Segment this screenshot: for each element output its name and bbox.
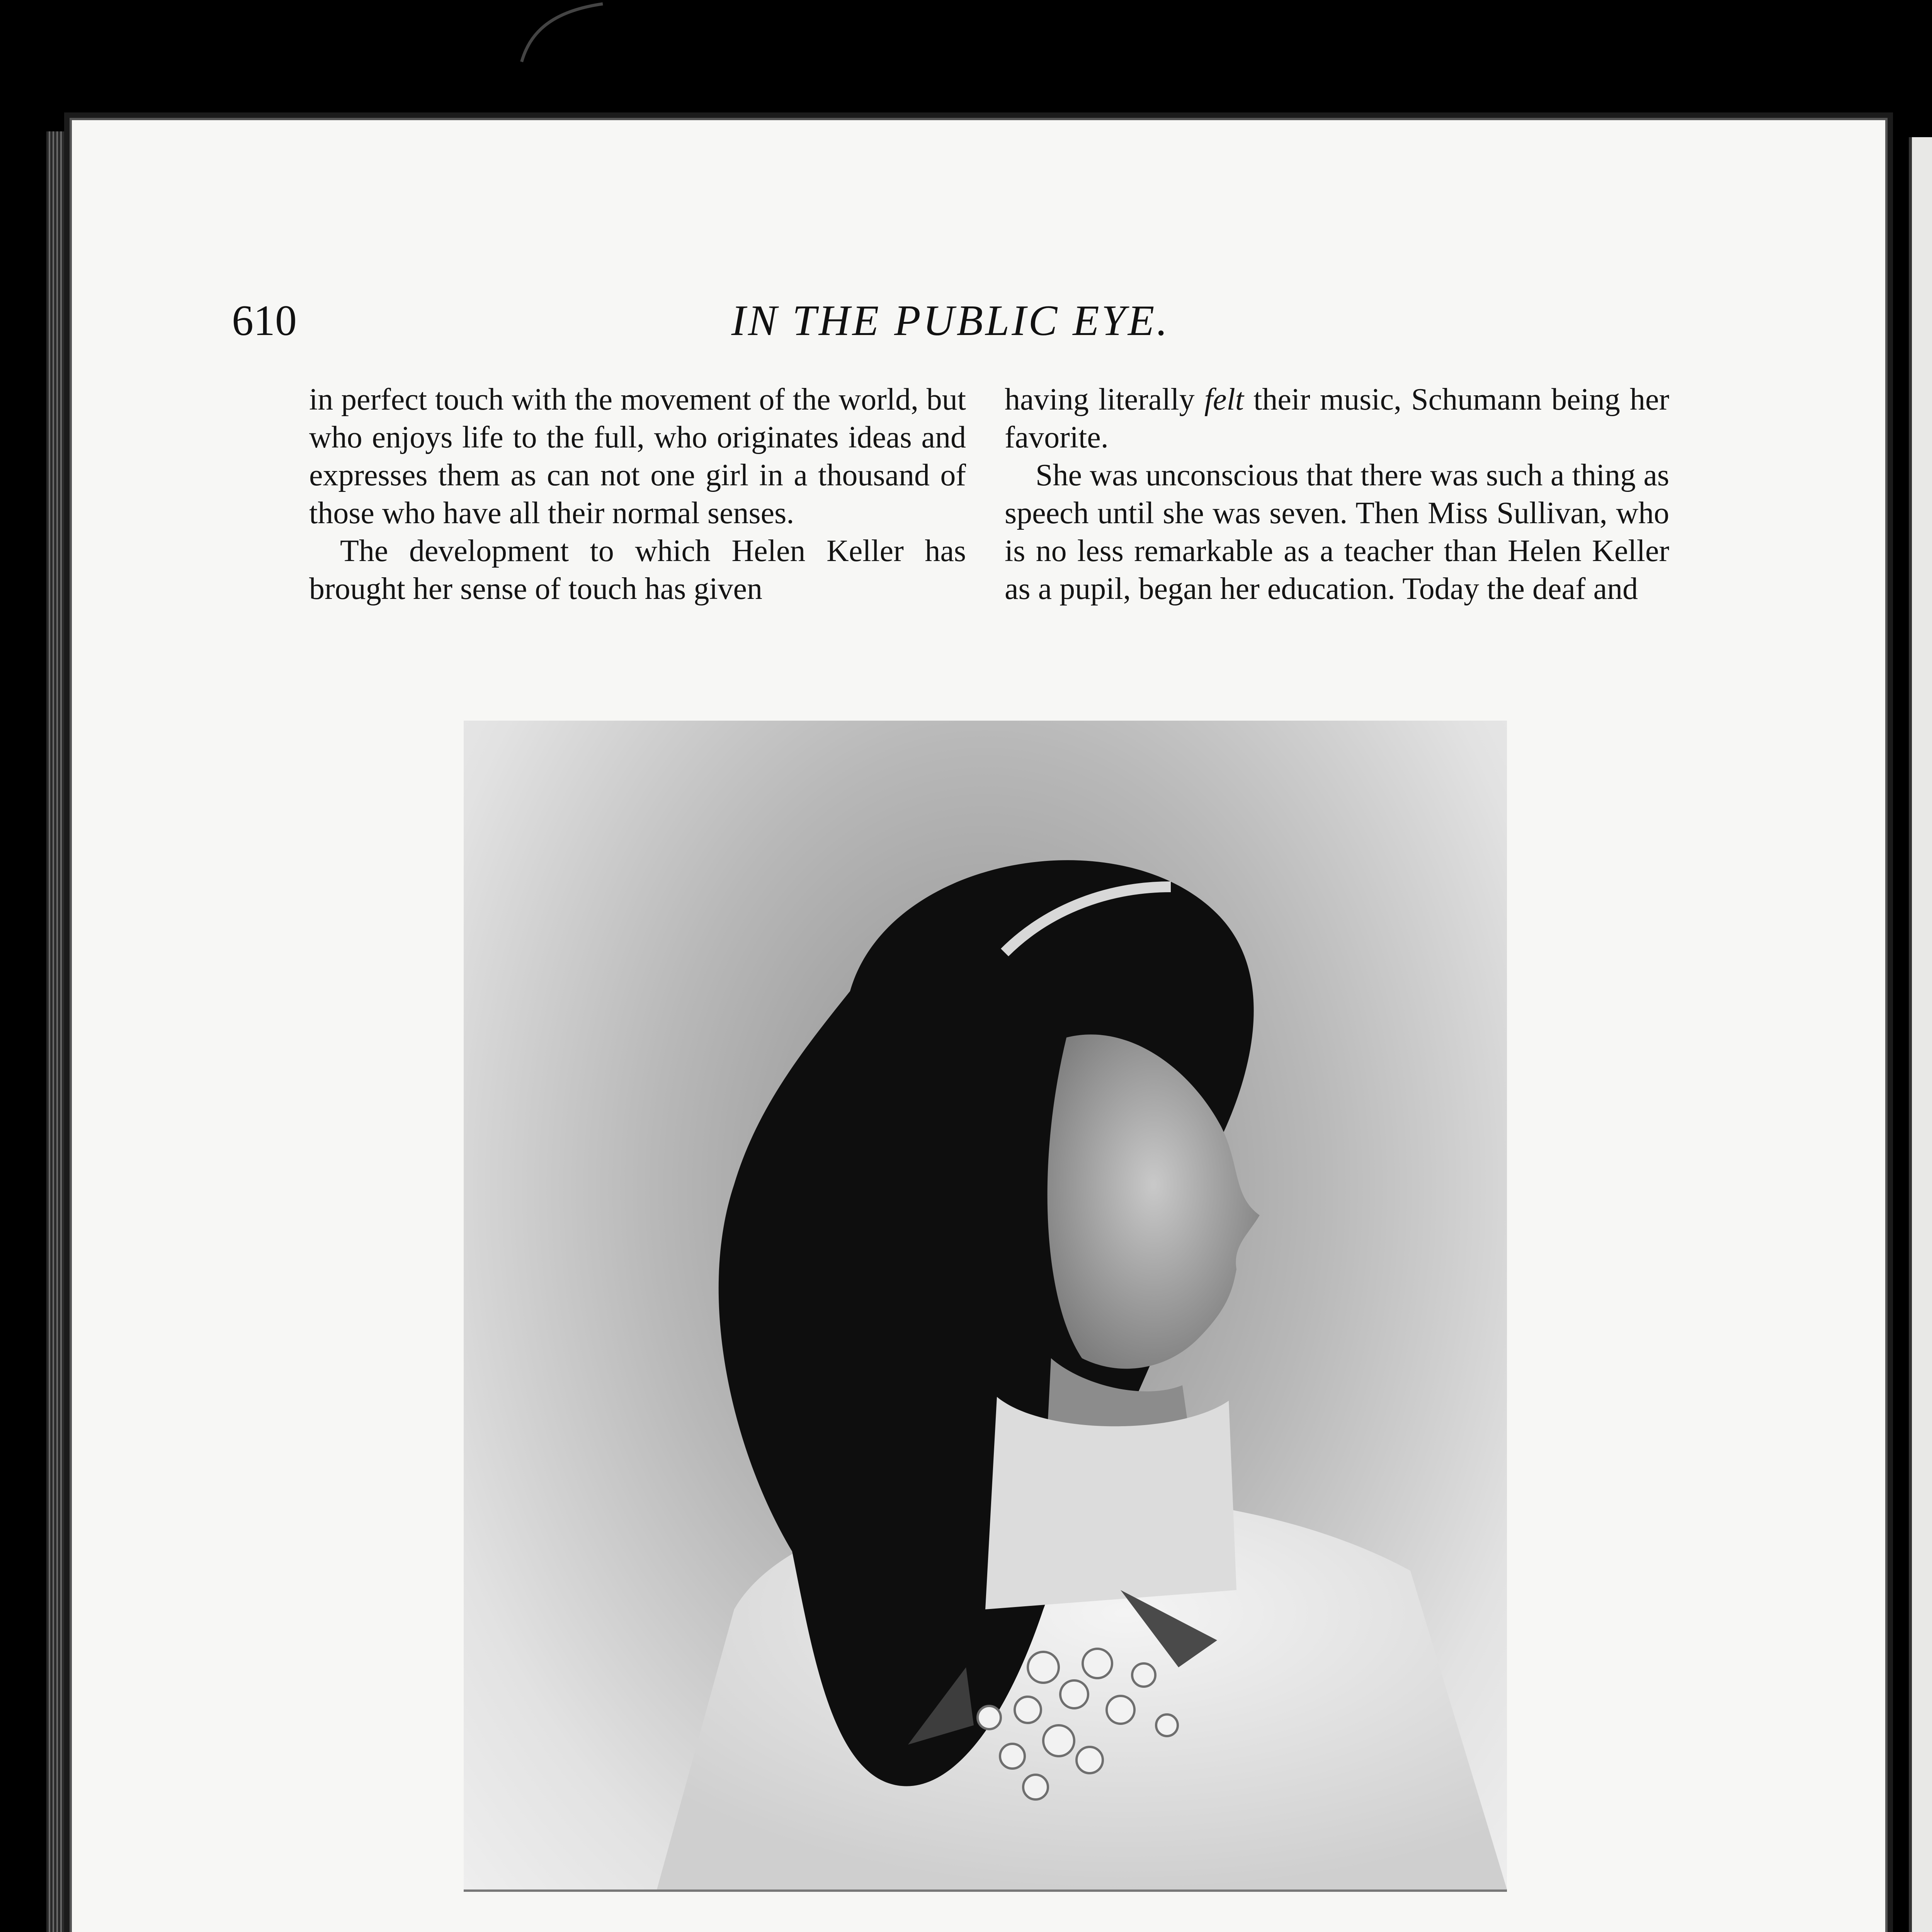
text-run: their music, Schumann being her favorite. — [1005, 383, 1670, 454]
scratch-mark — [514, 0, 611, 66]
running-header — [232, 294, 1669, 348]
text-run: having literally — [1005, 383, 1204, 417]
paragraph: in perfect touch with the movement of the world, but who enjoys life to the full, who originates ideas and expresses them as can not one girl in a thousand of those who have all their normal senses. — [309, 383, 966, 530]
paragraph: The development to which Helen Keller has brought her sense of touch has given — [309, 534, 966, 606]
text-column-top-right — [1005, 381, 1669, 608]
portrait-photograph — [464, 721, 1507, 1892]
paragraph: She was unconscious that there was such a thing as speech until she was seven. Then Miss Sullivan, who is no less remarkable as a teacher than Helen Keller as a pupil, began her education. Today the deaf and — [1005, 458, 1669, 606]
book-page-edges — [46, 131, 70, 1932]
page-number: 610 — [232, 297, 297, 345]
facing-page-edge — [1909, 137, 1932, 1932]
running-title: IN THE PUBLIC EYE. — [731, 297, 1170, 345]
emphasis-felt: felt — [1204, 383, 1244, 417]
text-column-top-left — [309, 381, 966, 608]
paragraph — [1005, 381, 1669, 456]
